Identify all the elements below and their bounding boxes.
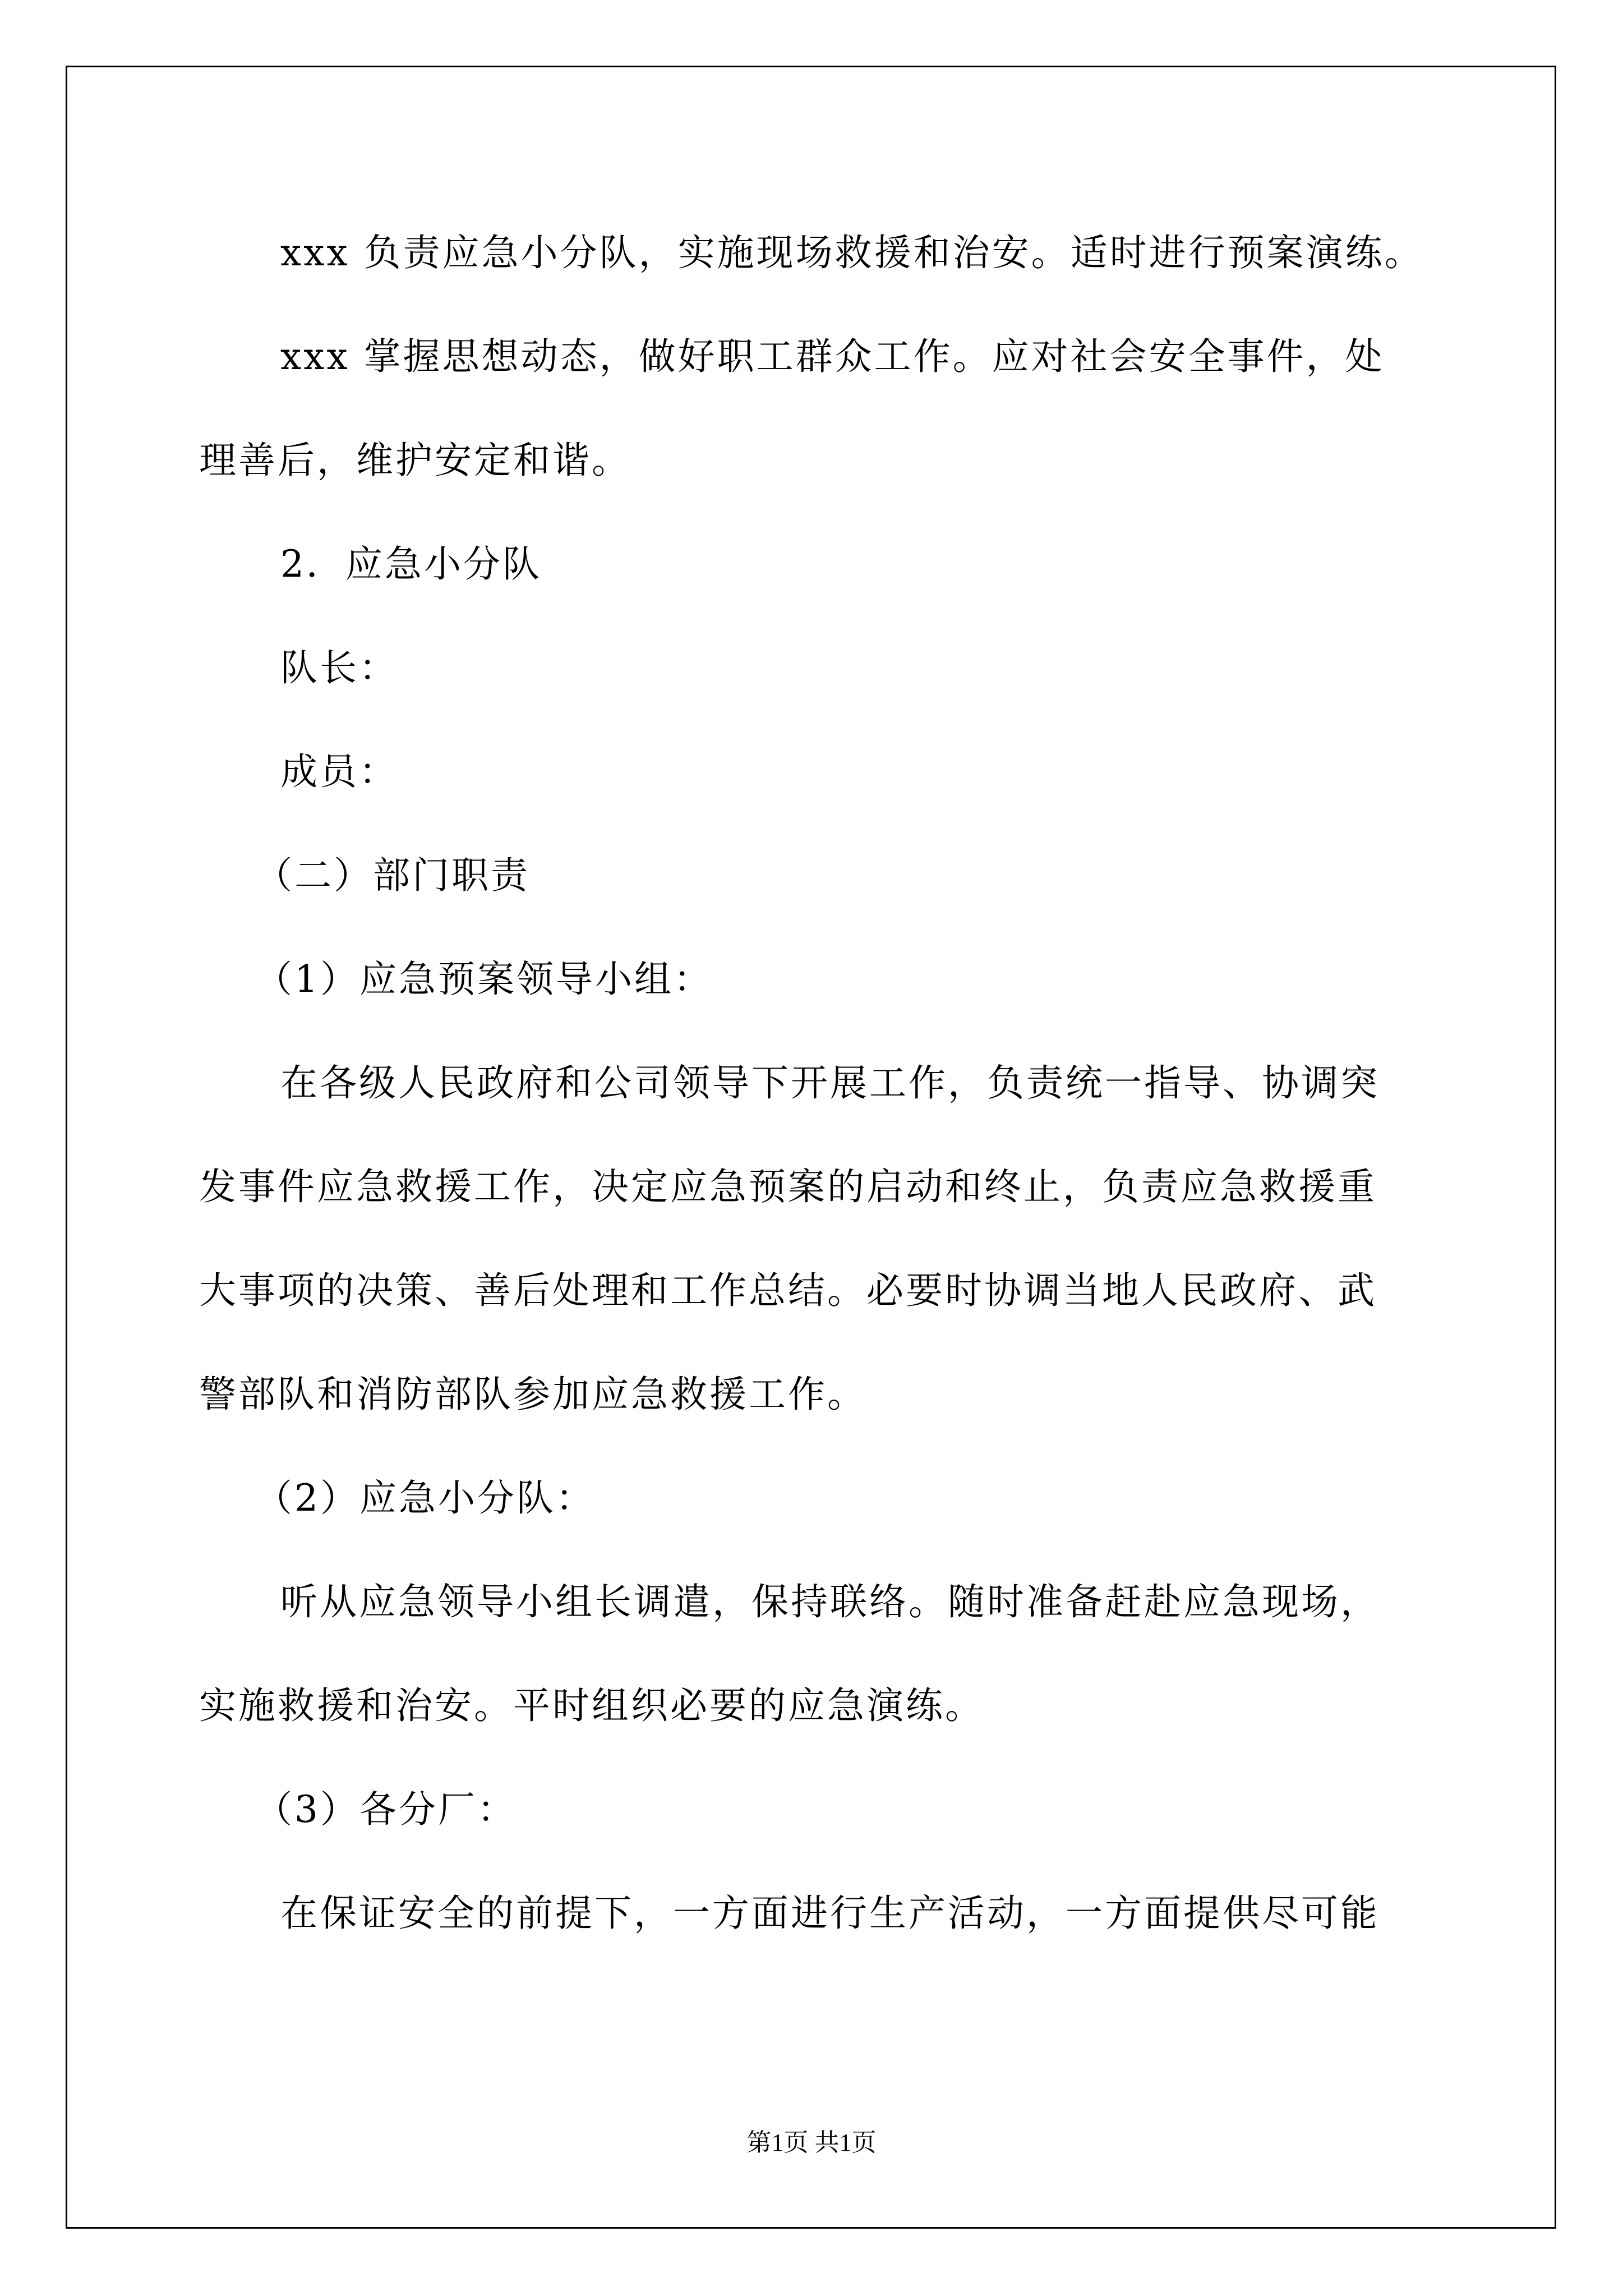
paragraph-line: 在各级人民政府和公司领导下开展工作，负责统一指导、协调突	[280, 1061, 1380, 1105]
paragraph-line: 实施救援和治安。平时组织必要的应急演练。	[199, 1684, 984, 1727]
subsection-heading: （1）应急预案领导小组：	[255, 958, 713, 1001]
paragraph-line: xxx 掌握思想动态，做好职工群众工作。应对社会安全事件，处	[280, 335, 1385, 378]
page-footer: 第1页 共1页	[746, 2129, 877, 2156]
paragraph-line: 发事件应急救援工作，决定应急预案的启动和终止，负责应急救援重	[199, 1165, 1377, 1208]
section-heading: 2．应急小分队	[280, 542, 542, 586]
paragraph-line: 大事项的决策、善后处理和工作总结。必要时协调当地人民政府、武	[199, 1269, 1377, 1312]
paragraph-line: 听从应急领导小组长调遣，保持联络。随时准备赶赴应急现场，	[280, 1580, 1380, 1623]
paragraph-line: 在保证安全的前提下，一方面进行生产活动，一方面提供尽可能	[280, 1892, 1380, 1935]
subsection-heading: （3）各分厂：	[255, 1788, 517, 1831]
paragraph-line: 警部队和消防部队参加应急救援工作。	[199, 1373, 866, 1416]
section-heading: （二）部门职责	[255, 854, 530, 897]
subsection-heading: （2）应急小分队：	[255, 1476, 595, 1520]
paragraph-line: 成员：	[280, 750, 398, 793]
paragraph-line: xxx 负责应急小分队，实施现场救援和治安。适时进行预案演练。	[280, 231, 1424, 274]
paragraph-line: 队长：	[280, 646, 398, 689]
paragraph-line: 理善后，维护安定和谐。	[199, 439, 631, 482]
